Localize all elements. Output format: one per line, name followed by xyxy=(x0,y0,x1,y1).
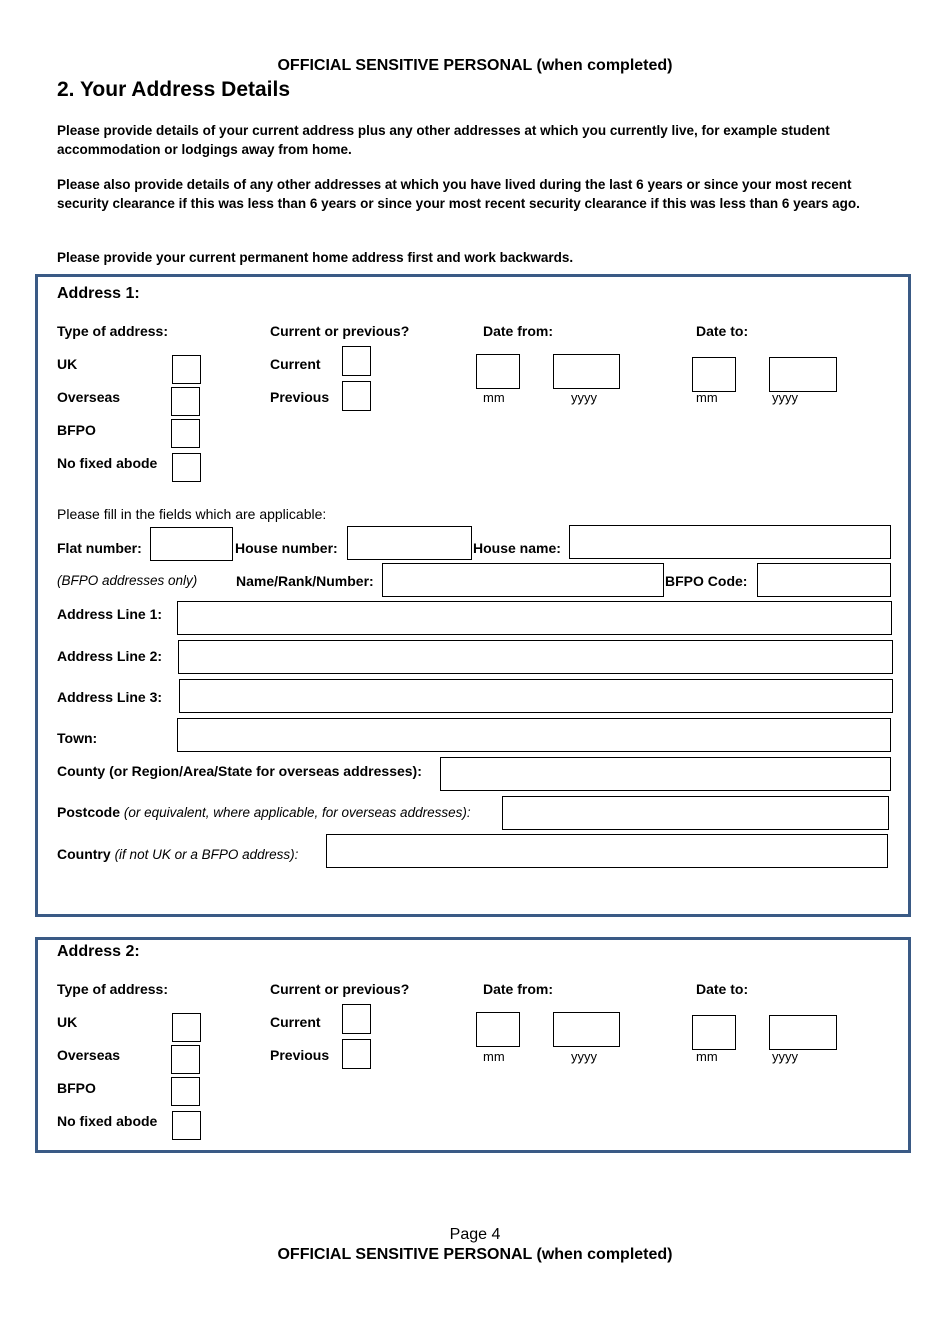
uk-checkbox[interactable] xyxy=(172,355,201,384)
postcode-label xyxy=(57,804,471,820)
date-to-year-input[interactable] xyxy=(769,357,837,392)
a2-date-from-mm-hint: mm xyxy=(483,1049,505,1064)
a2-type-of-address-label: Type of address: xyxy=(57,981,168,997)
a2-current-or-previous-label: Current or previous? xyxy=(270,981,410,997)
intro-paragraph-2: Please also provide details of any other addresses at which you have lived during the last 6 years or since your most recent security clearance if this was less than 6 years or since your most recent security clearance if this was less than 6 years ago. xyxy=(57,177,860,211)
intro-paragraph-1: Please provide details of your current address plus any other addresses at which you currently live, for example student accommodation or lodgings away from home. xyxy=(57,123,830,157)
county-label: County (or Region/Area/State for overseas addresses): xyxy=(57,763,422,779)
country-label-text: Country xyxy=(57,846,111,862)
address-line-1-label: Address Line 1: xyxy=(57,606,163,622)
town-label: Town: xyxy=(57,730,98,746)
a2-uk-label: UK xyxy=(57,1014,78,1030)
a2-previous-checkbox[interactable] xyxy=(342,1039,371,1069)
date-from-label: Date from: xyxy=(483,323,554,339)
a2-no-fixed-abode-checkbox[interactable] xyxy=(172,1111,201,1140)
county-input[interactable] xyxy=(440,757,891,791)
current-or-previous-label: Current or previous? xyxy=(270,323,410,339)
type-of-address-label: Type of address: xyxy=(57,323,168,339)
address-line-2-label: Address Line 2: xyxy=(57,648,163,664)
house-number-label: House number: xyxy=(235,540,338,556)
bfpo-only-note: (BFPO addresses only) xyxy=(57,573,198,588)
house-name-label: House name: xyxy=(473,540,561,556)
a2-date-to-month-input[interactable] xyxy=(692,1015,736,1050)
address-1-title: Address 1: xyxy=(57,285,140,302)
fill-note: Please fill in the fields which are applicable: xyxy=(57,506,327,522)
postcode-note: (or equivalent, where applicable, for overseas addresses): xyxy=(123,805,471,820)
a2-date-to-year-input[interactable] xyxy=(769,1015,837,1050)
a2-date-to-yyyy-hint: yyyy xyxy=(772,1049,798,1064)
a2-date-from-yyyy-hint: yyyy xyxy=(571,1049,597,1064)
house-number-input[interactable] xyxy=(347,526,472,560)
a2-date-to-label: Date to: xyxy=(696,981,749,997)
classification-footer: OFFICIAL SENSITIVE PERSONAL (when completed) xyxy=(277,1246,673,1263)
country-input[interactable] xyxy=(326,834,888,868)
flat-number-input[interactable] xyxy=(150,527,233,561)
page-number: Page 4 xyxy=(449,1226,501,1243)
date-to-label: Date to: xyxy=(696,323,749,339)
a2-date-from-year-input[interactable] xyxy=(553,1012,620,1047)
classification-header: OFFICIAL SENSITIVE PERSONAL (when completed) xyxy=(277,57,673,74)
section-title: 2. Your Address Details xyxy=(57,78,291,101)
date-from-mm-hint: mm xyxy=(483,390,505,405)
overseas-checkbox[interactable] xyxy=(171,387,200,416)
name-rank-number-input[interactable] xyxy=(382,563,664,597)
uk-label: UK xyxy=(57,356,78,372)
postcode-label-text: Postcode xyxy=(57,804,121,820)
date-from-yyyy-hint: yyyy xyxy=(571,390,597,405)
a2-bfpo-checkbox[interactable] xyxy=(171,1077,200,1106)
a2-no-fixed-abode-label: No fixed abode xyxy=(57,1113,158,1129)
a2-current-label: Current xyxy=(270,1014,321,1030)
overseas-label: Overseas xyxy=(57,389,121,405)
house-name-input[interactable] xyxy=(569,525,891,559)
address-line-3-label: Address Line 3: xyxy=(57,689,163,705)
bfpo-code-label: BFPO Code: xyxy=(665,573,748,589)
a2-overseas-label: Overseas xyxy=(57,1047,121,1063)
previous-checkbox[interactable] xyxy=(342,381,371,411)
bfpo-code-input[interactable] xyxy=(757,563,891,597)
no-fixed-abode-checkbox[interactable] xyxy=(172,453,201,482)
a2-date-to-mm-hint: mm xyxy=(696,1049,718,1064)
bfpo-label: BFPO xyxy=(57,422,96,438)
bfpo-checkbox[interactable] xyxy=(171,419,200,448)
postcode-input[interactable] xyxy=(502,796,889,830)
a2-overseas-checkbox[interactable] xyxy=(171,1045,200,1074)
no-fixed-abode-label: No fixed abode xyxy=(57,455,158,471)
a2-current-checkbox[interactable] xyxy=(342,1004,371,1034)
address-line-1-input[interactable] xyxy=(177,601,892,635)
country-note: (if not UK or a BFPO address): xyxy=(114,847,299,862)
address-line-3-input[interactable] xyxy=(179,679,893,713)
date-to-yyyy-hint: yyyy xyxy=(772,390,798,405)
address-2-title: Address 2: xyxy=(57,943,140,960)
intro-paragraph-3: Please provide your current permanent home address first and work backwards. xyxy=(57,250,574,265)
town-input[interactable] xyxy=(177,718,891,752)
a2-previous-label: Previous xyxy=(270,1047,330,1063)
current-label: Current xyxy=(270,356,321,372)
date-to-mm-hint: mm xyxy=(696,390,718,405)
date-to-month-input[interactable] xyxy=(692,357,736,392)
address-line-2-input[interactable] xyxy=(178,640,893,674)
date-from-year-input[interactable] xyxy=(553,354,620,389)
country-label xyxy=(57,846,298,862)
a2-date-from-label: Date from: xyxy=(483,981,554,997)
flat-number-label: Flat number: xyxy=(57,540,142,556)
a2-bfpo-label: BFPO xyxy=(57,1080,96,1096)
current-checkbox[interactable] xyxy=(342,346,371,376)
date-from-month-input[interactable] xyxy=(476,354,520,389)
a2-uk-checkbox[interactable] xyxy=(172,1013,201,1042)
a2-date-from-month-input[interactable] xyxy=(476,1012,520,1047)
name-rank-number-label: Name/Rank/Number: xyxy=(236,573,374,589)
previous-label: Previous xyxy=(270,389,330,405)
